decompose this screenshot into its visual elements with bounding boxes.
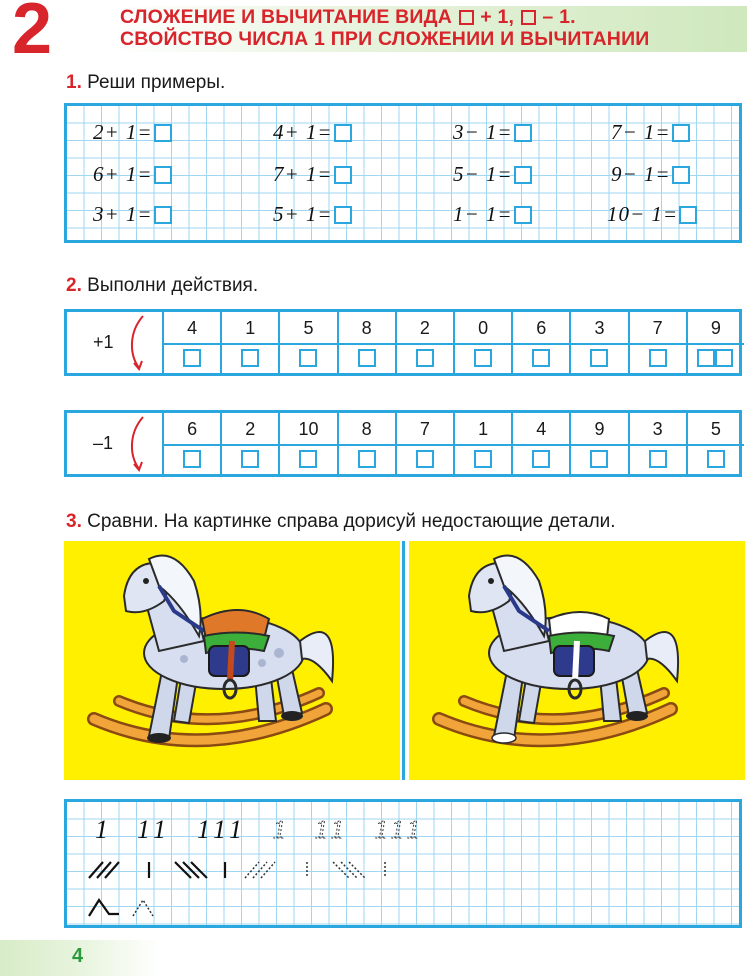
row-divider xyxy=(164,343,220,345)
row-divider xyxy=(280,343,336,345)
value-cell: 5 xyxy=(710,419,721,439)
row-divider xyxy=(630,343,686,345)
task1-text: Реши примеры. xyxy=(87,72,226,93)
value-column xyxy=(628,312,686,373)
example-item xyxy=(611,120,690,145)
title-square-icon xyxy=(459,10,474,25)
value-column xyxy=(511,413,569,474)
value-cell: 9 xyxy=(594,419,605,439)
answer-box[interactable] xyxy=(334,124,352,142)
answer-box[interactable] xyxy=(649,450,667,468)
example-text: 3+ 1= xyxy=(93,202,153,226)
example-item xyxy=(273,202,352,227)
value-cell: 9 xyxy=(710,318,721,338)
value-column xyxy=(220,312,278,373)
answer-box[interactable] xyxy=(299,349,317,367)
value-cell: 6 xyxy=(536,318,547,338)
rocking-horse-icon xyxy=(409,541,745,780)
answer-box[interactable] xyxy=(590,349,608,367)
task1-grid xyxy=(64,103,742,243)
example-item xyxy=(273,162,352,187)
plus-one-label: +1 xyxy=(93,332,114,352)
plus-one-table xyxy=(64,309,742,376)
lesson-number: 2 xyxy=(12,0,53,69)
rocking-horse-icon xyxy=(64,541,400,780)
value-cell: 7 xyxy=(419,419,430,439)
value-column xyxy=(686,413,744,474)
example-text: 3− 1= xyxy=(453,120,513,144)
answer-box[interactable] xyxy=(649,349,667,367)
example-text: 9− 1= xyxy=(611,162,671,186)
row-divider xyxy=(222,444,278,446)
example-text: 5+ 1= xyxy=(273,202,333,226)
example-text: 10− 1= xyxy=(607,202,679,226)
row-divider xyxy=(513,444,569,446)
value-cell: 4 xyxy=(536,419,547,439)
row-divider xyxy=(280,444,336,446)
example-text: 7+ 1= xyxy=(273,162,333,186)
answer-box[interactable] xyxy=(707,450,725,468)
value-cell: 4 xyxy=(187,318,198,338)
example-text: 2+ 1= xyxy=(93,120,153,144)
svg-text:1: 1 xyxy=(407,815,420,844)
answer-box[interactable] xyxy=(241,450,259,468)
answer-box[interactable] xyxy=(241,349,259,367)
answer-box[interactable] xyxy=(358,450,376,468)
row-divider xyxy=(513,343,569,345)
value-column xyxy=(278,312,336,373)
curved-arrow-icon xyxy=(123,411,153,477)
svg-text:1: 1 xyxy=(197,815,210,844)
picture-divider xyxy=(402,541,405,780)
lesson-title xyxy=(120,6,745,50)
row-divider xyxy=(571,444,627,446)
task1-number: 1. xyxy=(66,72,82,93)
answer-box[interactable] xyxy=(154,166,172,184)
task3-text: Сравни. На картинке справа дорисуй недостающие детали. xyxy=(87,511,616,532)
task2-text: Выполни действия. xyxy=(87,275,259,296)
value-column xyxy=(395,312,453,373)
row-divider xyxy=(688,444,744,446)
value-column xyxy=(162,413,220,474)
example-item xyxy=(93,202,172,227)
answer-box[interactable] xyxy=(183,450,201,468)
example-text: 6+ 1= xyxy=(93,162,153,186)
value-column xyxy=(453,312,511,373)
row-divider xyxy=(455,444,511,446)
curved-arrow-icon xyxy=(123,310,153,376)
rocking-horse-picture-left xyxy=(64,541,400,780)
example-text: 5− 1= xyxy=(453,162,513,186)
row-divider xyxy=(397,444,453,446)
value-column xyxy=(220,413,278,474)
svg-text:1: 1 xyxy=(137,815,150,844)
svg-text:1: 1 xyxy=(95,815,108,844)
title-line1-b: + 1, xyxy=(480,6,515,28)
answer-box[interactable] xyxy=(514,166,532,184)
value-column xyxy=(569,312,627,373)
row-divider xyxy=(339,343,395,345)
example-item xyxy=(607,202,697,227)
task2-heading xyxy=(66,275,258,297)
answer-box[interactable] xyxy=(416,450,434,468)
answer-box[interactable] xyxy=(358,349,376,367)
value-cell: 5 xyxy=(303,318,314,338)
value-cell: 1 xyxy=(478,419,489,439)
example-text: 4+ 1= xyxy=(273,120,333,144)
page-number: 4 xyxy=(72,945,84,967)
answer-box[interactable] xyxy=(154,206,172,224)
value-cell: 8 xyxy=(361,318,372,338)
value-column xyxy=(628,413,686,474)
svg-text:1: 1 xyxy=(315,815,328,844)
value-column xyxy=(395,413,453,474)
answer-box[interactable] xyxy=(679,206,697,224)
example-item xyxy=(93,162,172,187)
answer-box[interactable] xyxy=(514,206,532,224)
svg-text:1: 1 xyxy=(273,815,286,844)
title-line1-a: СЛОЖЕНИЕ И ВЫЧИТАНИЕ ВИДА xyxy=(120,6,453,28)
task3-number: 3. xyxy=(66,511,82,532)
svg-text:1: 1 xyxy=(229,815,242,844)
value-cell: 1 xyxy=(245,318,256,338)
value-cell: 0 xyxy=(478,318,489,338)
example-text: 7− 1= xyxy=(611,120,671,144)
svg-text:1: 1 xyxy=(391,815,404,844)
row-divider xyxy=(630,444,686,446)
example-text: 1− 1= xyxy=(453,202,513,226)
value-cell: 3 xyxy=(594,318,605,338)
answer-box[interactable] xyxy=(299,450,317,468)
value-cell: 3 xyxy=(652,419,663,439)
answer-box[interactable] xyxy=(590,450,608,468)
answer-box[interactable] xyxy=(474,349,492,367)
row-divider xyxy=(397,343,453,345)
example-item xyxy=(453,202,532,227)
answer-box[interactable] xyxy=(334,206,352,224)
answer-box[interactable] xyxy=(154,124,172,142)
value-column xyxy=(569,413,627,474)
answer-box[interactable] xyxy=(532,349,550,367)
svg-text:1: 1 xyxy=(375,815,388,844)
example-item xyxy=(273,120,352,145)
value-cell: 6 xyxy=(187,419,198,439)
answer-box[interactable] xyxy=(474,450,492,468)
answer-box[interactable] xyxy=(672,166,690,184)
answer-box[interactable] xyxy=(514,124,532,142)
answer-box[interactable] xyxy=(334,166,352,184)
title-line1-c: – 1. xyxy=(542,6,576,28)
minus-one-table xyxy=(64,410,742,477)
row-divider xyxy=(164,444,220,446)
title-square-icon xyxy=(521,10,536,25)
task2-number: 2. xyxy=(66,275,82,296)
value-column xyxy=(162,312,220,373)
value-cell: 10 xyxy=(298,419,319,439)
value-cell: 8 xyxy=(361,419,372,439)
answer-box[interactable] xyxy=(697,349,715,367)
row-divider xyxy=(688,343,744,345)
value-cell: 7 xyxy=(652,318,663,338)
writing-practice-grid xyxy=(64,799,742,928)
writing-strokes-icon xyxy=(67,802,739,925)
row-divider xyxy=(339,444,395,446)
example-item xyxy=(453,120,532,145)
row-divider xyxy=(222,343,278,345)
value-column xyxy=(337,413,395,474)
example-item xyxy=(93,120,172,145)
rocking-horse-picture-right xyxy=(409,541,745,780)
answer-box[interactable] xyxy=(715,349,733,367)
value-cell: 2 xyxy=(419,318,430,338)
answer-box[interactable] xyxy=(416,349,434,367)
answer-box[interactable] xyxy=(183,349,201,367)
task3-heading xyxy=(66,511,616,533)
value-column xyxy=(511,312,569,373)
answer-box[interactable] xyxy=(672,124,690,142)
value-column xyxy=(337,312,395,373)
svg-text:1: 1 xyxy=(153,815,166,844)
task1-heading xyxy=(66,72,225,94)
value-column xyxy=(278,413,336,474)
value-column xyxy=(686,312,744,373)
example-item xyxy=(453,162,532,187)
answer-box[interactable] xyxy=(532,450,550,468)
svg-text:1: 1 xyxy=(331,815,344,844)
title-line2: СВОЙСТВО ЧИСЛА 1 ПРИ СЛОЖЕНИИ И ВЫЧИТАНИИ xyxy=(120,28,650,50)
minus-one-label: –1 xyxy=(93,433,114,453)
row-divider xyxy=(455,343,511,345)
svg-text:1: 1 xyxy=(213,815,226,844)
row-divider xyxy=(571,343,627,345)
value-column xyxy=(453,413,511,474)
value-cell: 2 xyxy=(245,419,256,439)
example-item xyxy=(611,162,690,187)
